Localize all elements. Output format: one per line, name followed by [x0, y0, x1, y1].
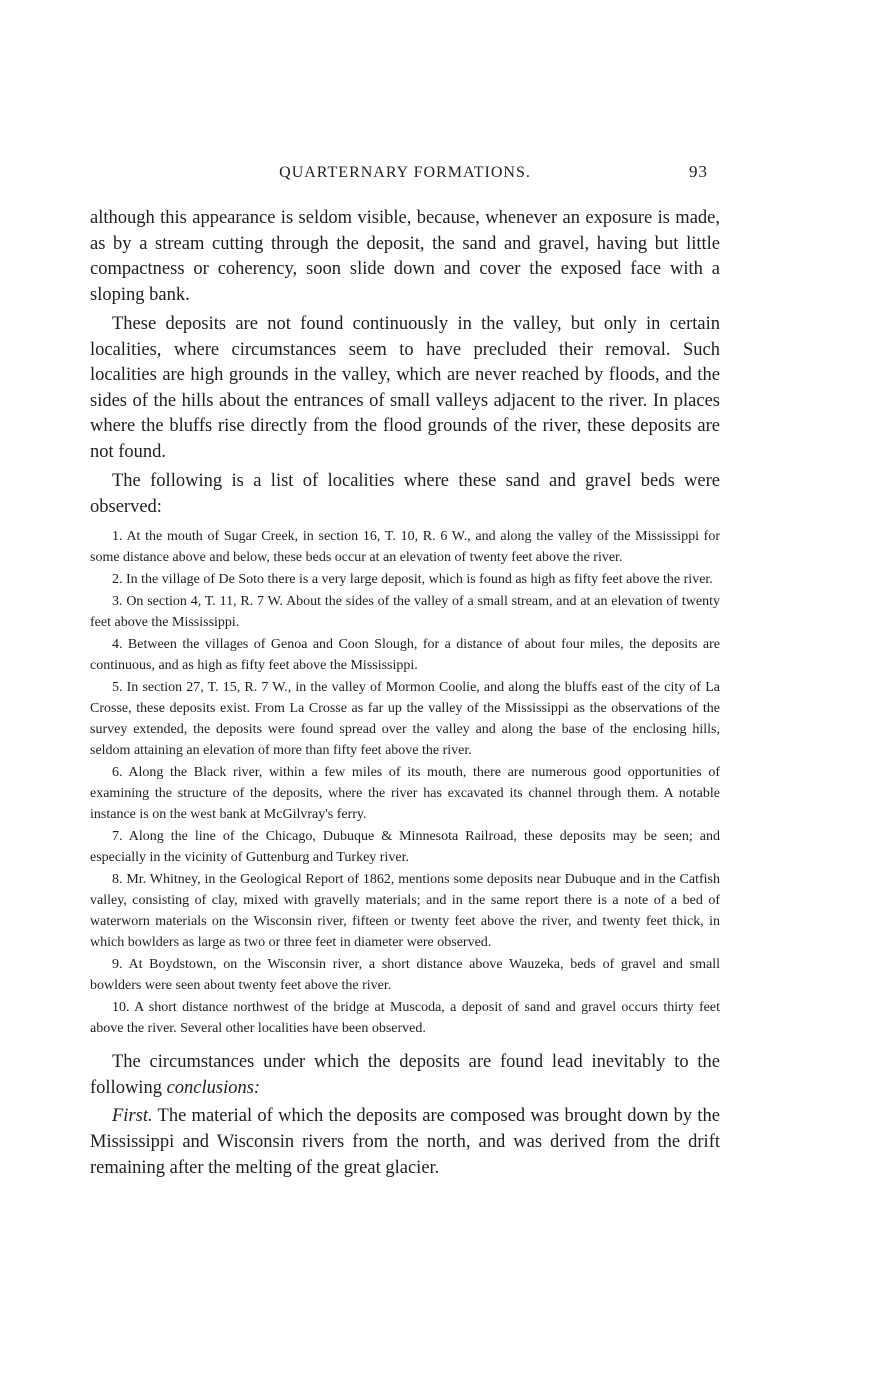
locality-item: 4. Between the villages of Genoa and Coon Slough, for a distance of about four miles, the deposits are continuous, and as high as fifty feet above the Mississippi. — [90, 637, 720, 673]
locality-item: 5. In section 27, T. 15, R. 7 W., in the valley of Mormon Coolie, and along the bluffs east of the city of La Crosse, these deposits exist. From La Crosse as far up the valley of the Mississippi as the observations of the survey extended, the deposits were found spread over the valley and along the base of the enclosing hills, seldom attaining an elevation of more than fifty feet above the river. — [90, 680, 720, 758]
locality-item: 6. Along the Black river, within a few miles of its mouth, there are numerous good opportunities of examining the structure of the deposits, where the river has excavated its channel through them. A notable instance is on the west bank at McGilvray's ferry. — [90, 765, 720, 822]
locality-item: 8. Mr. Whitney, in the Geological Report of 1862, mentions some deposits near Dubuque and in the Catfish valley, consisting of clay, mixed with gravelly materials; and in the same report there is a note of a bed of waterworn materials on the Wisconsin river, fifteen or twenty feet above the river, and twenty feet thick, in which bowlders as large as two or three feet in diameter were observed. — [90, 872, 720, 950]
page-number: 93 — [689, 162, 708, 181]
paragraph-deposits: These deposits are not found continuously in the valley, but only in certain localities, where circumstances seem to have precluded their removal. Such localities are high grounds in the valley, which are never reached by floods, and the sides of the hills about the entrances of small valleys adjacent to the river. In places where the bluffs rise directly from the flood grounds of the river, these deposits are not found. — [90, 314, 720, 462]
running-head — [90, 164, 720, 188]
paragraph-conclusions-intro — [90, 1049, 720, 1101]
paragraph-continued: although this appearance is seldom visible, because, whenever an exposure is made, as by a stream cutting through the deposit, the sand and gravel, having but little compactness or coherency, soon slide down and cover the exposed face with a sloping bank. — [90, 208, 720, 305]
locality-item: 7. Along the line of the Chicago, Dubuque & Minnesota Railroad, these deposits may be seen; and especially in the vicinity of Guttenburg and Turkey river. — [90, 829, 720, 865]
conclusions-section — [90, 1049, 720, 1181]
locality-item: 9. At Boydstown, on the Wisconsin river, a short distance above Wauzeka, beds of gravel and small bowlders were seen about twenty feet above the river. — [90, 957, 720, 993]
conclusions-emphasis: conclusions: — [166, 1078, 261, 1098]
locality-item: 3. On section 4, T. 11, R. 7 W. About the sides of the valley of a small stream, and at an elevation of twenty feet above the Mississippi. — [90, 594, 720, 630]
running-title: QUARTERNARY FORMATIONS. — [279, 164, 531, 181]
localities-list — [90, 526, 720, 1039]
first-label: First. — [112, 1106, 153, 1126]
first-conclusion-text: The material of which the deposits are composed was brought down by the Mississippi and Wisconsin rivers from the north, and was derived from the drift remaining after the melting of the great glacier. — [90, 1106, 720, 1178]
body-text — [90, 206, 720, 520]
paragraph-list-intro: The following is a list of localities where these sand and gravel beds were observed: — [90, 471, 720, 517]
conclusions-intro-text: The circumstances under which the deposits are found lead inevitably to the following — [90, 1052, 720, 1098]
locality-item: 1. At the mouth of Sugar Creek, in section 16, T. 10, R. 6 W., and along the valley of the Mississippi for some distance above and below, these beds occur at an elevation of twenty feet above the river. — [90, 529, 720, 565]
locality-item: 2. In the village of De Soto there is a very large deposit, which is found as high as fifty feet above the river. — [112, 572, 713, 587]
locality-item: 10. A short distance northwest of the bridge at Muscoda, a deposit of sand and gravel occurs thirty feet above the river. Several other localities have been observed. — [90, 1000, 720, 1036]
book-page — [90, 164, 720, 1183]
paragraph-first-conclusion — [90, 1103, 720, 1181]
